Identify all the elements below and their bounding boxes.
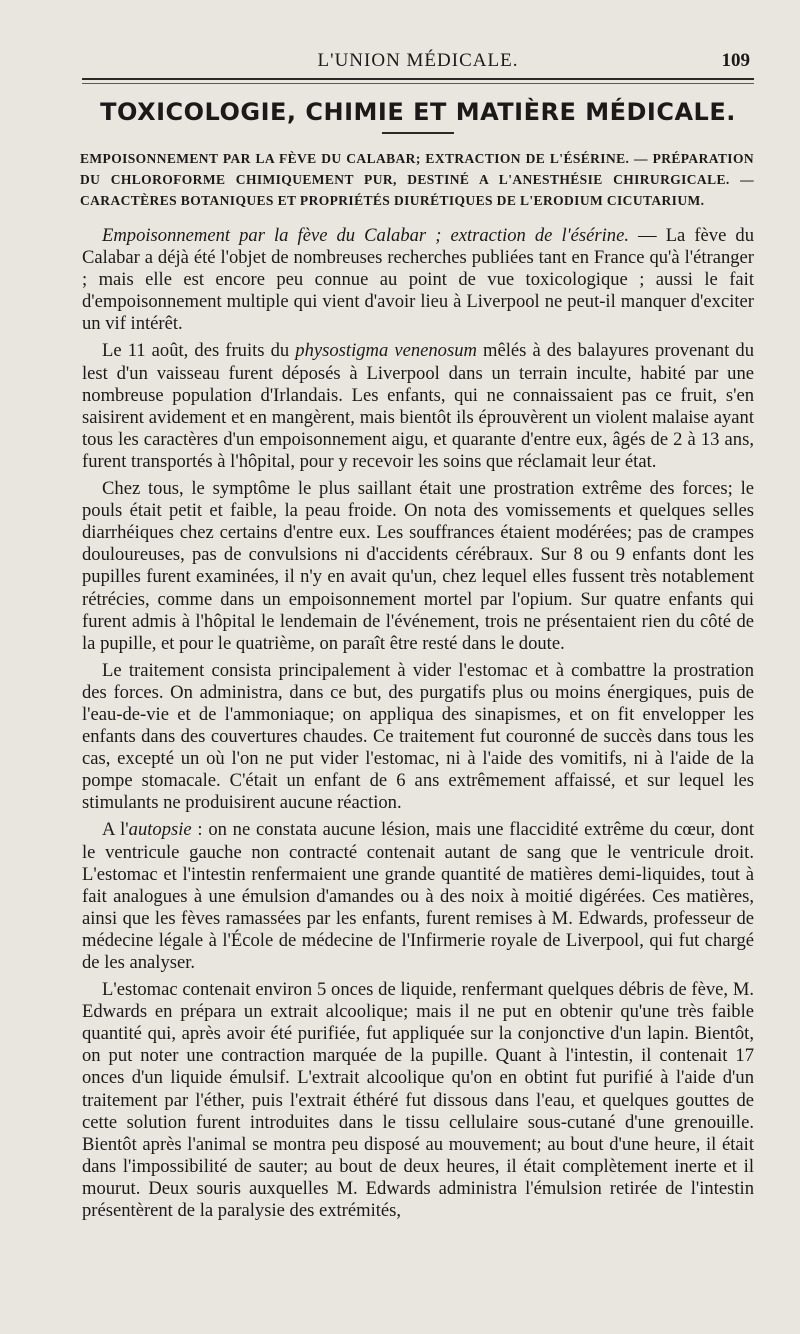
- paragraph-5-text-a: A l': [102, 819, 129, 841]
- running-head: [82, 44, 754, 80]
- running-title: L'UNION MÉDICALE.: [317, 50, 519, 71]
- paragraph-5-autopsie: autopsie: [128, 819, 192, 841]
- paragraph-2-text-a: Le 11 août, des fruits du: [102, 340, 296, 362]
- section-title: TOXICOLOGIE, CHIMIE ET MATIÈRE MÉDICALE.: [100, 98, 736, 126]
- article-body: [82, 225, 754, 1222]
- title-divider: [382, 132, 454, 134]
- paragraph-2-text-b: mêlés à des balayures provenant du lest d'un vaisseau furent déposés à Liverpool dans un terrain inculte, habité par une nombreuse population d'Irlandais. Les enfants, qui ne connaissaient pas ce fruit, s'en saisirent avidement et en mangèrent, mais bientôt ils éprouvèrent un violent malaise ayant tous les caractères d'un empoisonnement aigu, et quarante d'entre eux, âgés de 2 à 13 ans, furent transportés à l'hôpital, pour y recevoir les soins que réclamait leur état.: [82, 340, 754, 472]
- paragraph-1: [82, 225, 754, 335]
- section-summary: EMPOISONNEMENT PAR LA FÈVE DU CALABAR; EXTRACTION DE L'ÉSÉRINE. — PRÉPARATION DU CHLOROFORME CHIMIQUEMENT PUR, DESTINÉ A L'ANESTHÉSIE CHIRURGICALE. — CARACTÈRES BOTANIQUES ET PROPRIÉTÉS DIURÉTIQUES DE L'ERODIUM CICUTARIUM.: [80, 151, 754, 208]
- paragraph-3: Chez tous, le symptôme le plus saillant était une prostration extrême des forces; le pouls était petit et faible, la peau froide. On nota des vomissements et quelques selles diarrhéiques chez certains d'entre eux. Les souffrances étaient modérées; pas de crampes douloureuses, pas de convulsions ni d'accidents cérébraux. Sur 8 ou 9 enfants dont les pupilles furent examinées, il n'y en avait qu'un, chez lequel elles fussent très notablement rétrécies, comme dans un empoisonnement mortel par l'opium. Sur quatre enfants qui furent admis à l'hôpital le lendemain de l'événement, trois ne présentaient rien du côté de la pupille, et pour le quatrième, on paraît être resté dans le doute.: [82, 478, 754, 654]
- paragraph-1-lead: Empoisonnement par la fève du Calabar ; extraction de l'ésérine.: [102, 225, 629, 246]
- paragraph-1-text: — La fève du Calabar a déjà été l'objet de nombreuses recherches publiées tant en France qu'à l'étranger ; mais elle est encore peu connue au point de vue toxicologique ; aussi le fait d'empoisonnement multiple qui vient d'avoir lieu à Liverpool ne peut-il manquer d'exciter un vif intérêt.: [82, 225, 754, 335]
- paragraph-2: [82, 340, 754, 473]
- paragraph-4: Le traitement consista principalement à vider l'estomac et à combattre la prostration des forces. On administra, dans ce but, des purgatifs plus ou moins énergiques, puis de l'eau-de-vie et de l'ammoniaque; on appliqua des sinapismes, et on fit envelopper les enfants dans des couvertures chaudes. Ce traitement fut couronné de succès dans tous les cas, excepté un où l'on ne put vider l'estomac, ni à l'aide des vomitifs, ni à l'aide de la pompe stomacale. C'était un enfant de 6 ans extrêmement affaissé, et sur lequel les stimulants ne produisirent aucune réaction.: [82, 659, 754, 814]
- paragraph-2-species: physostigma venenosum: [295, 340, 477, 362]
- paragraph-6: L'estomac contenait environ 5 onces de liquide, renfermant quelques débris de fève, M. Edwards en prépara un extrait alcoolique; mais il ne put en obtenir qu'une très faible quantité qui, après avoir été purifiée, fut appliquée sur la conjonctive d'un lapin. Bientôt, on put noter une contraction marquée de la pupille. Quant à l'intestin, il contenait 17 onces d'un liquide émulsif. L'extrait alcoolique qu'on en obtint fut purifié à l'aide d'un traitement par l'éther, puis l'extrait éthéré fut dissous dans l'eau, et quelques gouttes de cette solution furent introduites dans le tissu cellulaire sous-cutané d'une grenouille. Bientôt après l'animal se montra peu disposé au mouvement; au bout d'une heure, il était dans l'impossibilité de sauter; au bout de deux heures, il était complètement inerte et il mourut. Deux souris auxquelles M. Edwards administra l'émulsion retirée de l'intestin présentèrent de la paralysie des extrémités,: [82, 979, 754, 1222]
- header-rule: [82, 83, 754, 84]
- page-number: 109: [721, 50, 750, 71]
- paragraph-5: [82, 819, 754, 974]
- paragraph-5-text-b: : on ne constata aucune lésion, mais une flaccidité extrême du cœur, dont le ventricule gauche non contracté contenait autant de sang que le ventricule droit. L'estomac et l'intestin renfermaient une grande quantité de matières demi-liquides, tout à fait analogues à une émulsion d'amandes ou à des noix à moitié digérées. Ces matières, ainsi que les fèves ramassées par les enfants, furent remises à M. Edwards, professeur de médecine légale à l'École de médecine de l'Infirmerie royale de Liverpool, qui fut chargé de les analyser.: [82, 819, 754, 973]
